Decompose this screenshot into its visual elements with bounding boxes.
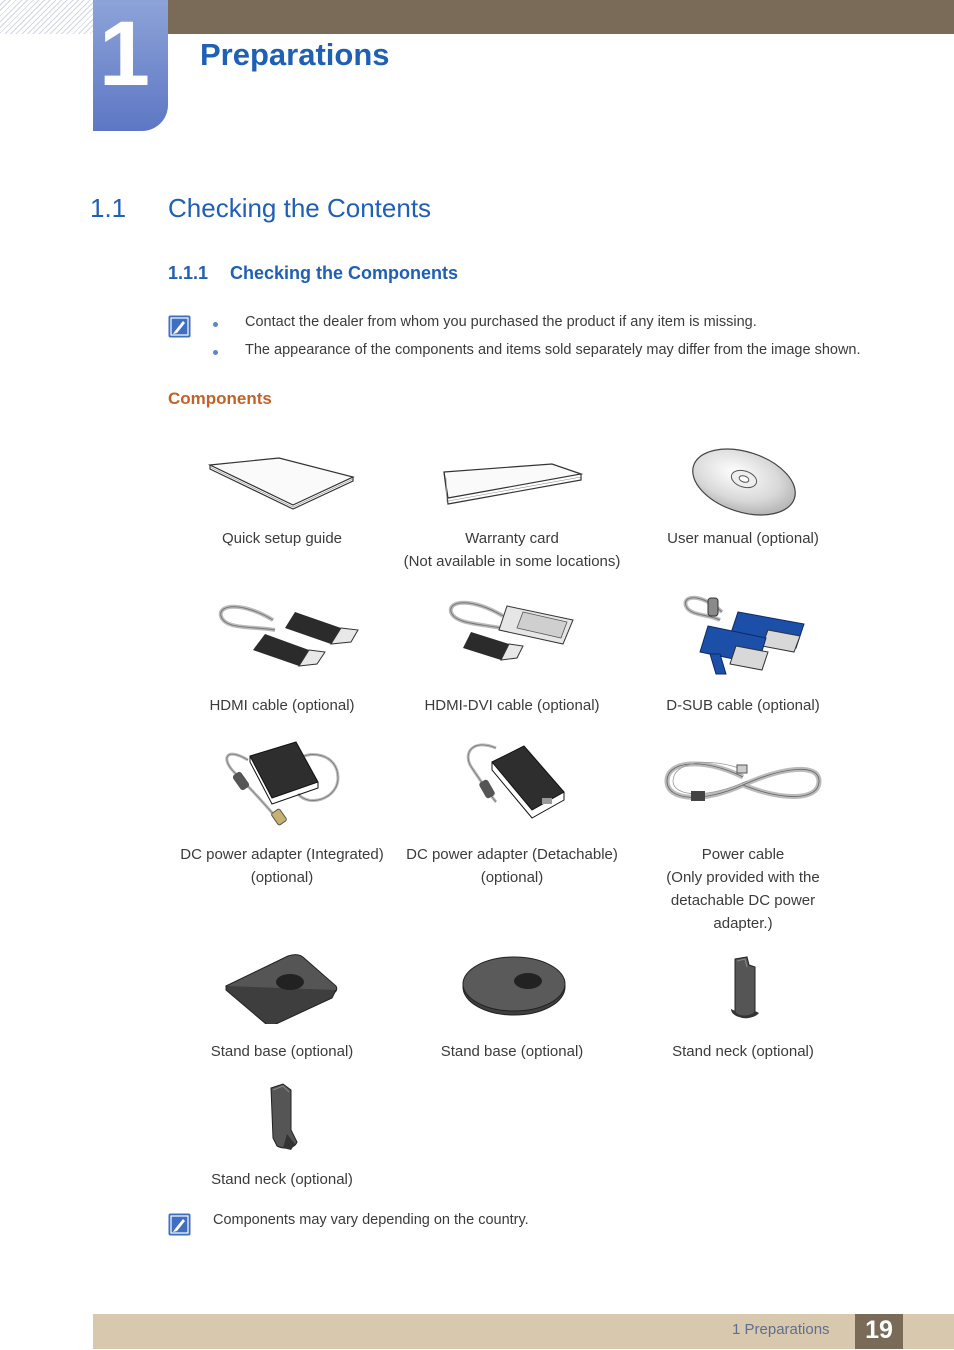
caption-line: D-SUB cable (optional)	[666, 697, 820, 714]
caption-line: Warranty card	[465, 530, 559, 547]
components-heading: Components	[168, 389, 272, 408]
item-caption-stand-base	[397, 1040, 627, 1063]
page-number: 19	[865, 1316, 893, 1344]
item-caption-hdmi-dvi-cable	[397, 694, 627, 717]
chapter-number: 1	[98, 3, 151, 105]
dc-adapter-integrated-image	[220, 738, 345, 828]
caption-line: detachable DC power	[670, 892, 816, 909]
header-bar	[168, 0, 954, 34]
footer-chapter-label: 1 Preparations	[732, 1321, 830, 1338]
note-text: The appearance of the components and items sold separately may differ from the image shown.	[245, 342, 861, 358]
caption-line: (Not available in some locations)	[403, 553, 621, 570]
stand-neck-image	[265, 1082, 303, 1152]
quick-setup-guide-image	[207, 455, 357, 510]
caption-line: Stand base (optional)	[210, 1043, 354, 1060]
caption-line: Power cable	[701, 846, 785, 863]
dc-adapter-detachable-image	[458, 740, 568, 822]
caption-line: adapter.)	[713, 915, 773, 932]
caption-line: DC power adapter (Detachable)	[406, 846, 618, 863]
caption-line: Quick setup guide	[221, 530, 343, 547]
caption-line: HDMI-DVI cable (optional)	[424, 697, 600, 714]
caption-line: (optional)	[480, 869, 544, 886]
bottom-note-text: Components may vary depending on the country.	[213, 1212, 529, 1228]
caption-line: Stand neck (optional)	[672, 1043, 814, 1060]
cd-disc-image	[686, 448, 801, 518]
caption-line: User manual (optional)	[667, 530, 819, 547]
caption-line: HDMI cable (optional)	[209, 697, 355, 714]
section-number: 1.1	[90, 193, 127, 223]
section-title: Checking the Contents	[168, 193, 432, 223]
caption-line: (optional)	[250, 869, 314, 886]
item-caption-user-manual	[628, 527, 858, 550]
item-caption-stand-neck	[167, 1168, 397, 1191]
item-caption-dc-adapter-detachable	[397, 843, 627, 889]
note-text: Contact the dealer from whom you purchased the product if any item is missing.	[245, 314, 757, 330]
item-caption-power-cable	[628, 843, 858, 935]
stand-neck-image	[725, 955, 763, 1023]
power-cable-image	[663, 755, 823, 813]
item-caption-quick-setup-guide	[167, 527, 397, 550]
item-caption-warranty-card	[397, 527, 627, 573]
hdmi-dvi-cable-image	[443, 598, 583, 670]
item-caption-dsub-cable	[628, 694, 858, 717]
bullet-dot	[213, 322, 218, 327]
note-icon	[168, 1213, 191, 1236]
hdmi-cable-image	[213, 600, 361, 672]
item-caption-hdmi-cable	[167, 694, 397, 717]
caption-line: Stand base (optional)	[440, 1043, 584, 1060]
chapter-title: Preparations	[200, 37, 390, 72]
warranty-card-image	[440, 460, 585, 508]
item-caption-stand-neck	[628, 1040, 858, 1063]
item-caption-dc-adapter-integrated	[167, 843, 397, 889]
caption-line: DC power adapter (Integrated)	[180, 846, 384, 863]
caption-line: (Only provided with the	[666, 869, 820, 886]
bullet-dot	[213, 350, 218, 355]
header-hatch-decoration	[0, 0, 93, 34]
subsection-number: 1.1.1	[168, 263, 209, 283]
note-icon	[168, 315, 191, 338]
stand-base-square-image	[222, 952, 340, 1024]
dsub-cable-image	[680, 590, 808, 678]
item-caption-stand-base	[167, 1040, 397, 1063]
caption-line: Stand neck (optional)	[211, 1171, 353, 1188]
stand-base-round-image	[460, 955, 568, 1019]
subsection-title: Checking the Components	[230, 263, 459, 283]
